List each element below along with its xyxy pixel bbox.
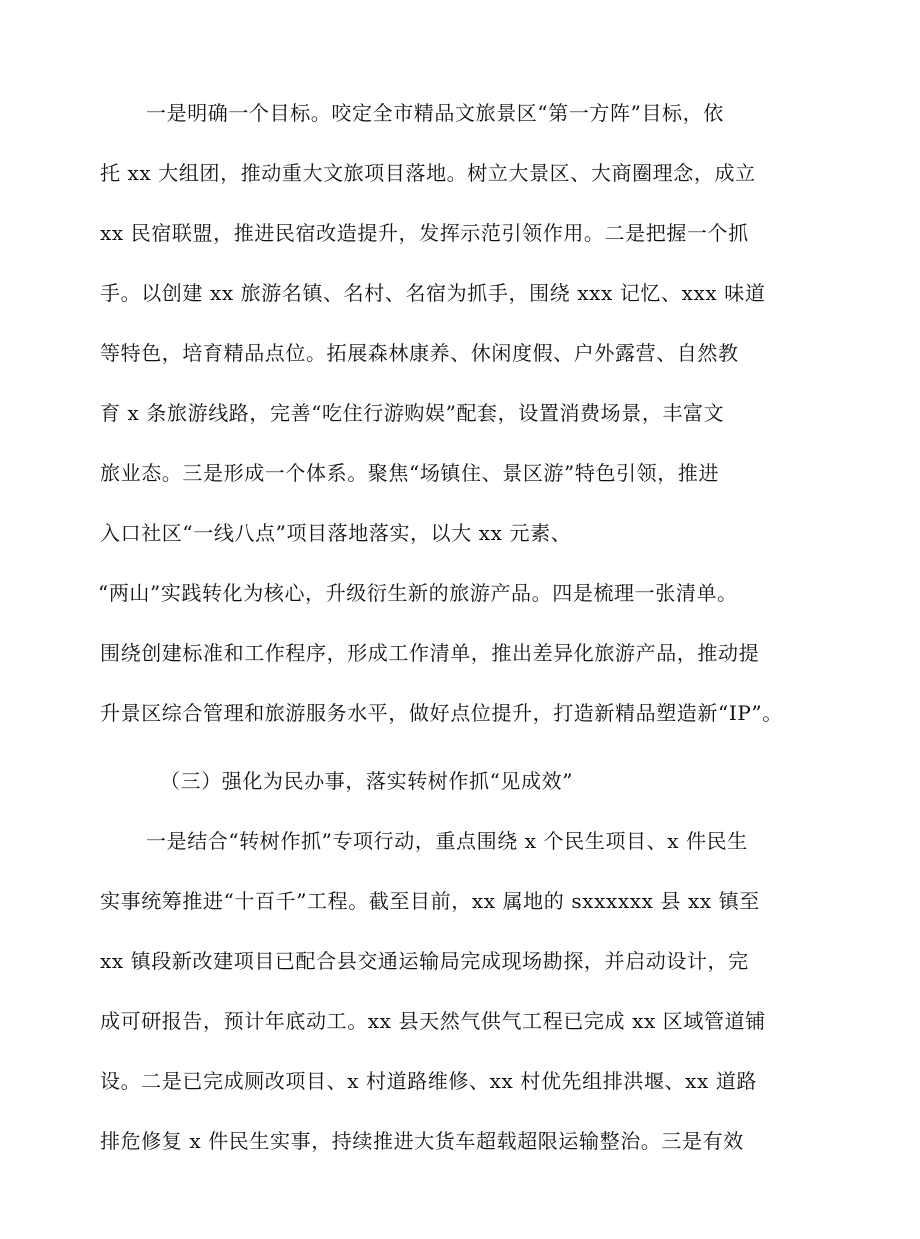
paragraph-1-line-4: 手。以创建 xx 旅游名镇、名村、名宿为抓手，围绕 xxx 记忆、xxx 味道 xyxy=(100,281,766,305)
paragraph-1-line-9: “两山”实践转化为核心，升级衍生新的旅游产品。四是梳理一张清单。 xyxy=(98,581,738,605)
paragraph-2-line-5: 设。二是已完成厕改项目、x 村道路维修、xx 村优先组排洪堰、xx 道路 xyxy=(100,1069,758,1093)
paragraph-1-line-1: 一是明确一个目标。咬定全市精品文旅景区“第一方阵”目标，依 xyxy=(146,101,724,125)
paragraph-1-line-3: xx 民宿联盟，推进民宿改造提升，发挥示范引领作用。二是把握一个抓 xyxy=(100,221,749,245)
paragraph-1-line-2: 托 xx 大组团，推动重大文旅项目落地。树立大景区、大商圈理念，成立 xyxy=(100,161,756,185)
section-heading: （三）强化为民办事，落实转树作抓“见成效” xyxy=(160,769,574,793)
paragraph-1-line-8: 入口社区“一线八点”项目落地落实，以大 xx 元素、 xyxy=(100,521,572,545)
paragraph-2-line-4: 成可研报告，预计年底动工。xx 县天然气供气工程已完成 xx 区域管道铺 xyxy=(100,1009,766,1033)
paragraph-2-line-6: 排危修复 x 件民生实事，持续推进大货车超载超限运输整治。三是有效 xyxy=(100,1129,744,1153)
paragraph-1-line-10: 围绕创建标准和工作程序，形成工作清单，推出差异化旅游产品，推动提 xyxy=(100,641,760,665)
paragraph-1-line-5: 等特色，培育精品点位。拓展森林康养、休闲度假、户外露营、自然教 xyxy=(100,341,739,365)
paragraph-1-line-7: 旅业态。三是形成一个体系。聚焦“场镇住、景区游”特色引领，推进 xyxy=(100,461,720,485)
paragraph-1-line-6: 育 x 条旅游线路，完善“吃住行游购娱”配套，设置消费场景，丰富文 xyxy=(100,401,725,425)
paragraph-2-line-2: 实事统筹推进“十百千”工程。截至目前，xx 属地的 sxxxxxx 县 xx 镇至 xyxy=(100,889,760,913)
paragraph-1-line-11: 升景区综合管理和旅游服务水平，做好点位提升，打造新精品塑造新“IP”。 xyxy=(100,701,783,725)
paragraph-2-line-3: xx 镇段新改建项目已配合县交通运输局完成现场勘探，并启动设计，完 xyxy=(100,949,749,973)
paragraph-2-line-1: 一是结合“转树作抓”专项行动，重点围绕 x 个民生项目、x 件民生 xyxy=(146,829,748,853)
